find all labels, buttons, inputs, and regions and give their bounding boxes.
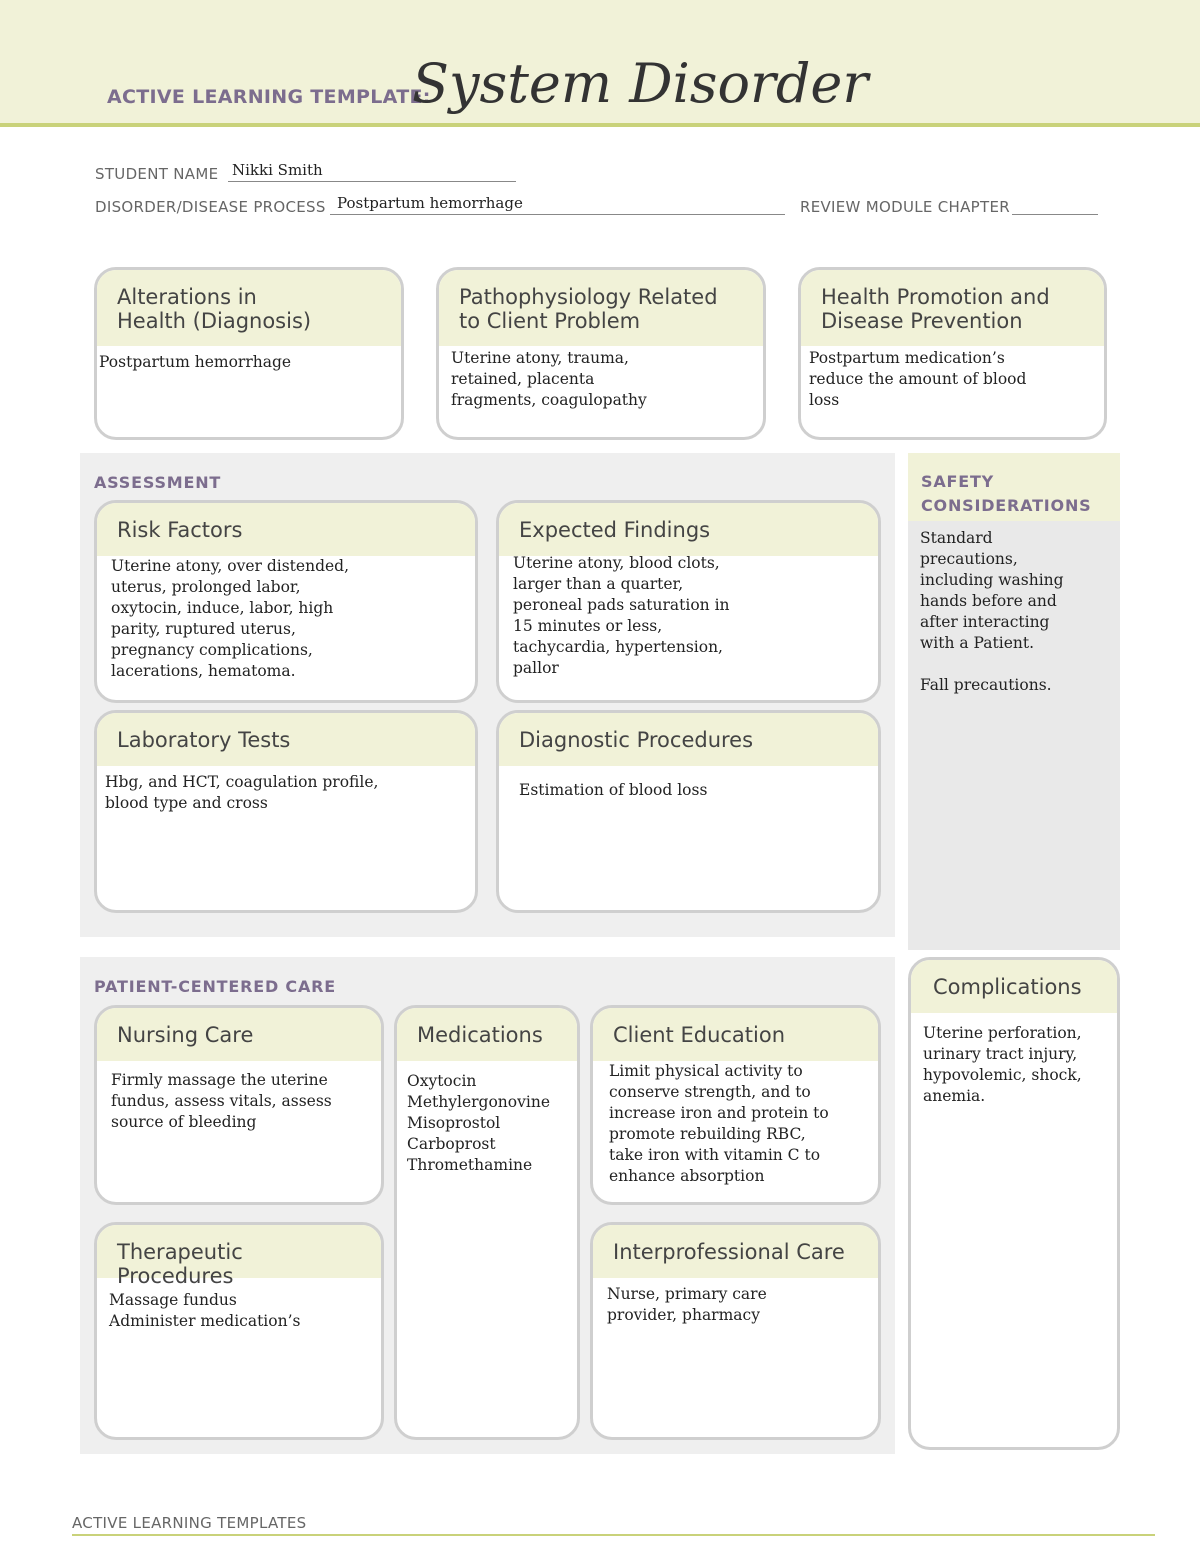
pathophysiology-text[interactable]: Uterine atony, trauma, retained, placenta fragments, coagulopathy: [451, 349, 647, 409]
assessment-title: ASSESSMENT: [94, 473, 222, 492]
alterations-title: Alterations in Health (Diagnosis): [97, 270, 401, 346]
pathophysiology-title: Pathophysiology Related to Client Problem: [439, 270, 763, 346]
review-chapter-line: [1012, 214, 1098, 215]
pathophysiology-box: [436, 267, 766, 440]
header-divider: [0, 123, 1200, 127]
medications-box: [394, 1005, 580, 1440]
disorder-label: DISORDER/DISEASE PROCESS: [95, 198, 326, 216]
nursing-care-title: Nursing Care: [97, 1008, 381, 1061]
laboratory-tests-box: [94, 710, 478, 913]
therapeutic-procedures-title: Therapeutic Procedures: [97, 1225, 381, 1278]
client-education-text[interactable]: Limit physical activity to conserve strength, and to increase iron and protein to promote rebuilding RBC, take iron with vitamin C to enhance absorption: [609, 1062, 829, 1185]
laboratory-tests-text[interactable]: Hbg, and HCT, coagulation profile, blood type and cross: [105, 773, 379, 812]
diagnostic-procedures-title: Diagnostic Procedures: [499, 713, 878, 766]
patient-centered-care-title: PATIENT-CENTERED CARE: [94, 977, 336, 996]
safety-title: SAFETY CONSIDERATIONS: [921, 472, 1092, 515]
safety-text[interactable]: Standard precautions, including washing hands before and after interacting with a Patient. Fall precautions.: [920, 529, 1064, 694]
risk-factors-box: [94, 500, 478, 703]
risk-factors-text[interactable]: Uterine atony, over distended, uterus, prolonged labor, oxytocin, induce, labor, high parity, ruptured uterus, pregnancy complications, lacerations, hematoma.: [111, 557, 350, 680]
nursing-care-box: [94, 1005, 384, 1205]
review-chapter-label: REVIEW MODULE CHAPTER: [800, 198, 1010, 216]
health-promotion-box: [798, 267, 1107, 440]
alterations-text[interactable]: Postpartum hemorrhage: [99, 353, 292, 371]
therapeutic-procedures-box: [94, 1222, 384, 1440]
diagnostic-procedures-text[interactable]: Estimation of blood loss: [519, 781, 708, 799]
nursing-care-text[interactable]: Firmly massage the uterine fundus, assess vitals, assess source of bleeding: [111, 1071, 332, 1131]
interprofessional-care-title: Interprofessional Care: [593, 1225, 878, 1278]
template-title: System Disorder: [412, 52, 869, 115]
complications-box: [908, 957, 1120, 1450]
medications-title: Medications: [397, 1008, 577, 1061]
alterations-box: [94, 267, 404, 440]
interprofessional-care-text[interactable]: Nurse, primary care provider, pharmacy: [607, 1285, 767, 1324]
diagnostic-procedures-box: [496, 710, 881, 913]
student-name-field[interactable]: Nikki Smith: [232, 161, 323, 179]
expected-findings-text[interactable]: Uterine atony, blood clots, larger than a quarter, peroneal pads saturation in 15 minutes or less, tachycardia, hypertension, pallor: [513, 554, 730, 677]
medications-text[interactable]: Oxytocin Methylergonovine Misoprostol Carboprost Thromethamine: [407, 1072, 550, 1174]
footer-divider: [72, 1534, 1155, 1536]
health-promotion-text[interactable]: Postpartum medication’s reduce the amount of blood loss: [809, 349, 1027, 409]
template-label: ACTIVE LEARNING TEMPLATE:: [107, 86, 431, 108]
complications-title: Complications: [911, 960, 1117, 1013]
expected-findings-title: Expected Findings: [499, 503, 878, 556]
laboratory-tests-title: Laboratory Tests: [97, 713, 475, 766]
student-name-line: [228, 181, 516, 182]
therapeutic-procedures-text[interactable]: Massage fundus Administer medication’s: [109, 1291, 301, 1330]
disorder-line: [330, 214, 785, 215]
health-promotion-title: Health Promotion and Disease Prevention: [801, 270, 1104, 346]
risk-factors-title: Risk Factors: [97, 503, 475, 556]
expected-findings-box: [496, 500, 881, 703]
interprofessional-care-box: [590, 1222, 881, 1440]
client-education-box: [590, 1005, 881, 1205]
disorder-field[interactable]: Postpartum hemorrhage: [337, 194, 523, 212]
client-education-title: Client Education: [593, 1008, 878, 1061]
complications-text[interactable]: Uterine perforation, urinary tract injury, hypovolemic, shock, anemia.: [923, 1024, 1082, 1105]
student-name-label: STUDENT NAME: [95, 165, 219, 183]
footer-label: ACTIVE LEARNING TEMPLATES: [72, 1514, 307, 1532]
